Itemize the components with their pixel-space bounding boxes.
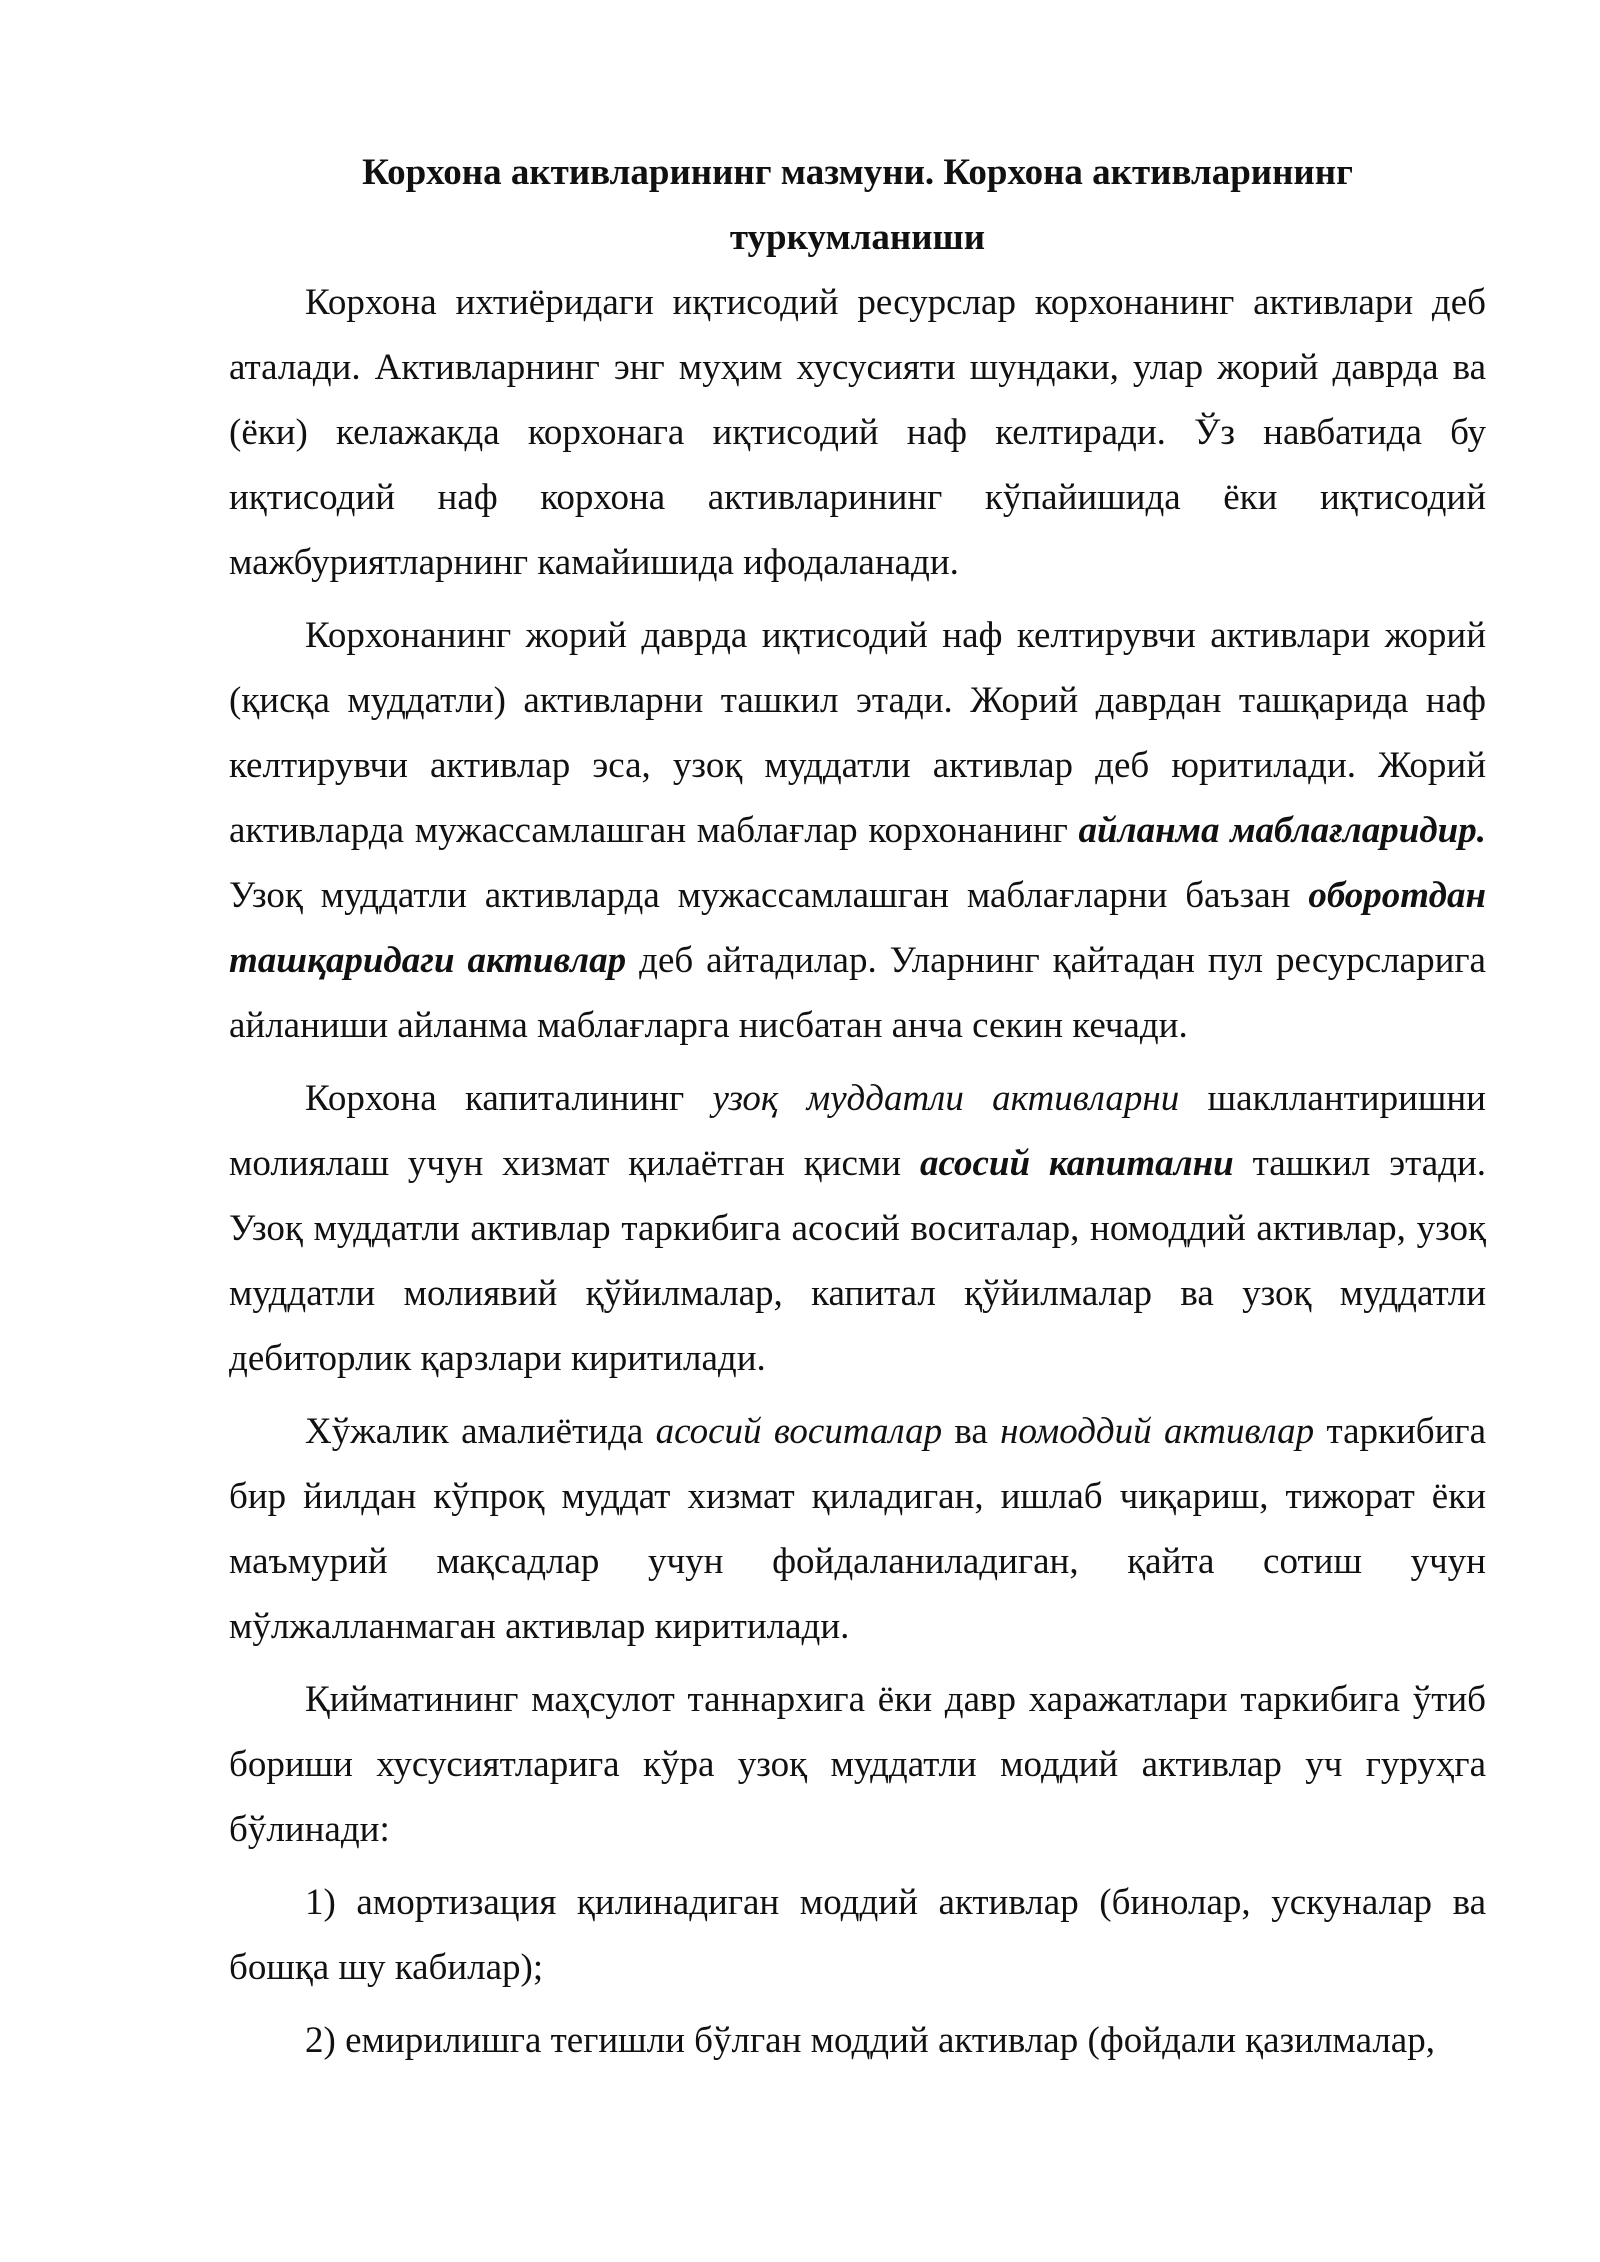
- paragraph-3-text-1: Корхона капиталининг: [305, 1078, 713, 1119]
- paragraph-3: [229, 1066, 1486, 1391]
- document-page: [229, 140, 1486, 2073]
- paragraph-4-text-1: Хўжалик амалиётида: [305, 1411, 656, 1452]
- paragraph-1: Корхона ихтиёридаги иқтисодий ресурслар корхонанинг активлари деб аталади. Активларнинг энг муҳим хусусияти шундаки, улар жорий даврда ва (ёки) келажакда корхонага иқтисодий наф келтиради. Ўз навбатида бу иқтисодий наф корхона активларининг кўпайишида ёки иқтисодий мажбуриятларнинг камайишида ифодаланади.: [229, 282, 1486, 583]
- document-title: [229, 140, 1486, 270]
- list-item-2: 2) емирилишга тегишли бўлган моддий активлар (фойдали қазилмалар,: [305, 2020, 1435, 2061]
- paragraph-2-emphasis-2: оборотдан ташқаридаги активлар: [229, 875, 1486, 981]
- paragraph-3-text-2: шакллантиришни молиялаш учун хизмат қилаётган қисми: [229, 1078, 1486, 1184]
- paragraph-2-text-1: Корхонанинг жорий даврда иқтисодий наф келтирувчи активлари жорий (қисқа муддатли) активларни ташкил этади. Жорий даврдан ташқарида наф келтирувчи активлар эса, узоқ муддатли активлар деб юритилади. Жорий активларда мужассамлашган маблағлар корхонанинг: [229, 615, 1486, 851]
- list-item-1: 1) амортизация қилинадиган моддий активлар (бинолар, ускуналар ва бошқа шу кабилар);: [229, 1882, 1486, 1988]
- paragraph-2: [229, 603, 1486, 1058]
- paragraph-5: Қийматининг маҳсулот таннархига ёки давр харажатлари таркибига ўтиб бориши хусусиятларига кўра узоқ муддатли моддий активлар уч гуруҳга бўлинади:: [229, 1679, 1486, 1850]
- paragraph-3-text-3: ташкил этади. Узоқ муддатли активлар таркибига асосий воситалар, номоддий активлар, узоқ муддатли молиявий қўйилмалар, капитал қўйилмалар ва узоқ муддатли дебиторлик қарзлари киритилади.: [229, 1143, 1487, 1379]
- paragraph-4-emphasis-2: номоддий активлар: [1000, 1411, 1315, 1452]
- paragraph-2-text-2: Узоқ муддатли активларда мужассамлашган маблағларни баъзан: [229, 875, 1309, 916]
- paragraph-2-emphasis-1: айланма маблағларидир.: [1078, 810, 1486, 851]
- paragraph-4-emphasis-1: асосий воситалар: [655, 1411, 943, 1452]
- title-line-2: туркумланиши: [729, 217, 986, 258]
- title-line-1: Корхона активларининг мазмуни. Корхона активларининг: [362, 152, 1353, 193]
- paragraph-4-text-3: таркибига бир йилдан кўпроқ муддат хизмат қиладиган, ишлаб чиқариш, тижорат ёки маъмурий мақсадлар учун фойдаланиладиган, қайта сотиш учун мўлжалланмаган активлар киритилади.: [229, 1411, 1486, 1647]
- paragraph-4-text-2: ва: [942, 1411, 1001, 1452]
- paragraph-2-text-3: деб айтадилар. Уларнинг қайтадан пул ресурсларига айланиши айланма маблағларга нисбатан анча секин кечади.: [229, 940, 1486, 1046]
- paragraph-3-emphasis-1: узоқ муддатли активларни: [712, 1078, 1180, 1119]
- paragraph-3-emphasis-2: асосий капитални: [919, 1143, 1234, 1184]
- paragraph-4: [229, 1399, 1486, 1659]
